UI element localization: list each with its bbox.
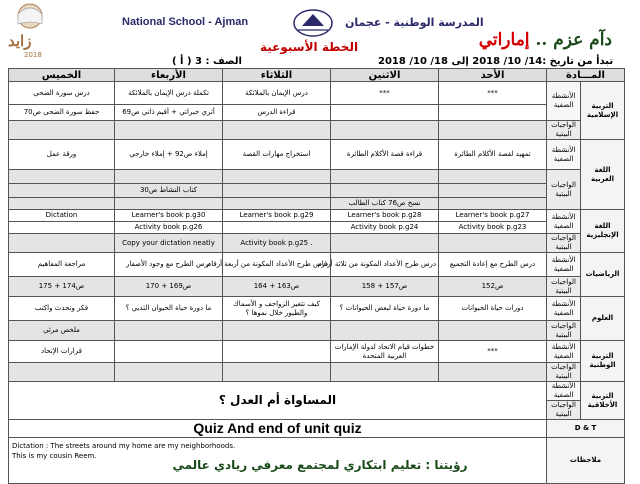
cell: حفظ سورة الضحى ص70 [9,105,115,121]
table-row [9,170,625,184]
cell [223,121,331,140]
school-name-en: National School - Ajman [122,16,249,28]
logo-text: زايد [8,32,32,50]
subject-national: التربية الوطنية [581,341,625,382]
cell [223,341,331,363]
cell: ص169 + 170 [115,277,223,297]
cell: كتاب النشاط ص30 [115,184,223,198]
uae-slogan [479,30,612,50]
cell: *** [439,341,547,363]
cell [9,170,115,184]
cell: Learner's book p.g30 [115,210,223,222]
cell: إملاء ص92 + إملاء خارجي [115,140,223,170]
table-row [9,253,625,277]
cell [439,198,547,210]
header-tuesday: الثلاثاء [223,69,331,82]
header-sunday: الأحد [439,69,547,82]
cell: Activity book p.g23 [439,222,547,234]
cell: Learner's book p.g27 [439,210,547,222]
cell: Activity book p.g26 [115,222,223,234]
cell: ص152 [439,277,547,297]
cell [331,121,439,140]
table-row [9,297,625,321]
cell: درس سورة الضحى [9,82,115,105]
cell [9,198,115,210]
table-row [9,234,625,253]
cell: قراءة قصة الأكلام الطائرة [331,140,439,170]
cell: *** [331,82,439,105]
table-row [9,222,625,234]
subject-dt: D & T [547,420,625,438]
cell: درس طرح الأعداد المكونة من أربعة أرقام [223,253,331,277]
cell [115,341,223,363]
type-activities: الأنشطة الصفية [547,382,581,401]
cell: درس طرح الأعداد المكونة من ثلاثة أرقام [331,253,439,277]
cell: Learner's book p.g29 [223,210,331,222]
zayed-year-logo [4,2,56,60]
cell [223,363,331,382]
cell [331,363,439,382]
cell [439,170,547,184]
cell [439,321,547,341]
logo-year: 2018 [24,51,42,59]
table-row [9,382,625,401]
subject-english: اللغة الإنجليزية [581,210,625,253]
cell [331,170,439,184]
cell: استخراج مهارات القصة [223,140,331,170]
cell [223,198,331,210]
table-row [9,420,625,438]
cell [115,170,223,184]
type-homework: الواجبات البيتية [547,363,581,382]
table-row [9,82,625,105]
table-row [9,277,625,297]
cell [439,121,547,140]
cell: . Activity book p.g25 [223,234,331,253]
cell [439,363,547,382]
cell [115,121,223,140]
table-row [9,321,625,341]
cell [331,105,439,121]
cell: ورقة عمل [9,140,115,170]
table-row [9,210,625,222]
cell: *** [439,82,547,105]
page-header [0,0,640,70]
header-subject: المـــادة [547,69,625,82]
vision-statement: رؤيتنا : تعليم ابتكاري لمجتمع معرفي ريادي عالمي [172,458,468,472]
cell: أثري خبراتي + أقيم ذاتي ص69 [115,105,223,121]
slogan-part-1: دآم عزم .. [535,30,612,50]
cell [331,184,439,198]
cell: قرارات الإتحاد [9,341,115,363]
cell: كيف تتغير الزواحف و الأسماك والطيور خلال نموها ؟ [223,297,331,321]
weekly-plan-table [8,68,625,484]
cell: درس الطرح مع وجود الأصفار [115,253,223,277]
table-header-row [9,69,625,82]
cell: Learner's book p.g28 [331,210,439,222]
notes-line-1: Dictation : The streets around my home are my neighborhoods. [12,442,236,450]
cell [331,321,439,341]
dt-quiz: Quiz And end of unit quiz [9,420,547,438]
table-row [9,105,625,121]
cell: ص157 + 158 [331,277,439,297]
table-row [9,184,625,198]
type-activities: الأنشطة الصفية [547,210,581,234]
header-thursday: الخميس [9,69,115,82]
cell: ص163 + 164 [223,277,331,297]
cell [331,234,439,253]
type-homework: الواجبات البيتية [547,401,581,420]
cell: تكملة درس الإيمان بالملائكة [115,82,223,105]
cell [115,321,223,341]
header-wednesday: الأربعاء [115,69,223,82]
cell [9,363,115,382]
type-homework: الواجبات البيتية [547,121,581,140]
cell [9,184,115,198]
cell [223,184,331,198]
cell [9,121,115,140]
subject-islamic: التربية الإسلامية [581,82,625,140]
cell: Dictation [9,210,115,222]
plan-title: الخطة الأسبوعية [260,40,359,54]
cell: درس الطرح مع إعادة التجميع [439,253,547,277]
table-row [9,121,625,140]
header-monday: الاثنين [331,69,439,82]
cell: تمهيد لقصة الأكلام الطائرة [439,140,547,170]
cell: ما دورة حياة لبعض الحيوانات ؟ [331,297,439,321]
cell [223,222,331,234]
subject-math: الرياضيات [581,253,625,297]
table-row [9,363,625,382]
type-homework: الواجبات البيتية [547,321,581,341]
type-homework: الواجبات البيتية [547,170,581,210]
type-activities: الأنشطة الصفية [547,297,581,321]
subject-moral: التربية الأخلاقية [581,382,625,420]
cell [115,363,223,382]
school-crest-icon [292,8,334,38]
cell [439,234,547,253]
type-activities: الأنشطة الصفية [547,253,581,277]
notes-line-2: This is my cousin Reem. [12,452,97,460]
table-row [9,140,625,170]
slogan-part-2: إماراتي [478,30,530,50]
cell: ما دورة حياة الحيوان الثديي ؟ [115,297,223,321]
cell [9,222,115,234]
cell: فكر وتحدث واكتب [9,297,115,321]
cell: مراجعة المفاهيم [9,253,115,277]
cell [439,105,547,121]
school-name-ar: المدرسة الوطنية - عجمان [345,16,484,29]
cell [223,170,331,184]
cell: ص174 + 175 [9,277,115,297]
type-homework: الواجبات البيتية [547,277,581,297]
notes-label: ملاحظات [547,438,625,484]
cell: Activity book p.g24 [331,222,439,234]
cell [439,184,547,198]
cell [223,321,331,341]
cell: دورات حياة الحيوانات [439,297,547,321]
cell: نسخ ص76 كتاب الطالب [331,198,439,210]
date-range: تبدأ من تاريخ :14/ 10/ 2018 إلى 18/ 10/ 2018 [378,56,614,67]
cell: ملخص مرئي [9,321,115,341]
table-row [9,341,625,363]
class-label: الصف : 3 ( أ ) [172,56,242,67]
cell: Copy your dictation neatly [115,234,223,253]
table-row [9,198,625,210]
type-activities: الأنشطة الصفية [547,341,581,363]
type-activities: الأنشطة الصفية [547,82,581,121]
subject-arabic: اللغة العربية [581,140,625,210]
type-activities: الأنشطة الصفية [547,140,581,170]
cell: خطوات قيام الاتحاد لدولة الإمارات العربية المتحدة [331,341,439,363]
cell [9,234,115,253]
cell: قراءة الدرس [223,105,331,121]
subject-science: العلوم [581,297,625,341]
type-homework: الواجبات البيتية [547,234,581,253]
cell [115,198,223,210]
moral-topic: المساواة أم العدل ؟ [9,382,547,420]
cell: درس الإيمان بالملائكة [223,82,331,105]
